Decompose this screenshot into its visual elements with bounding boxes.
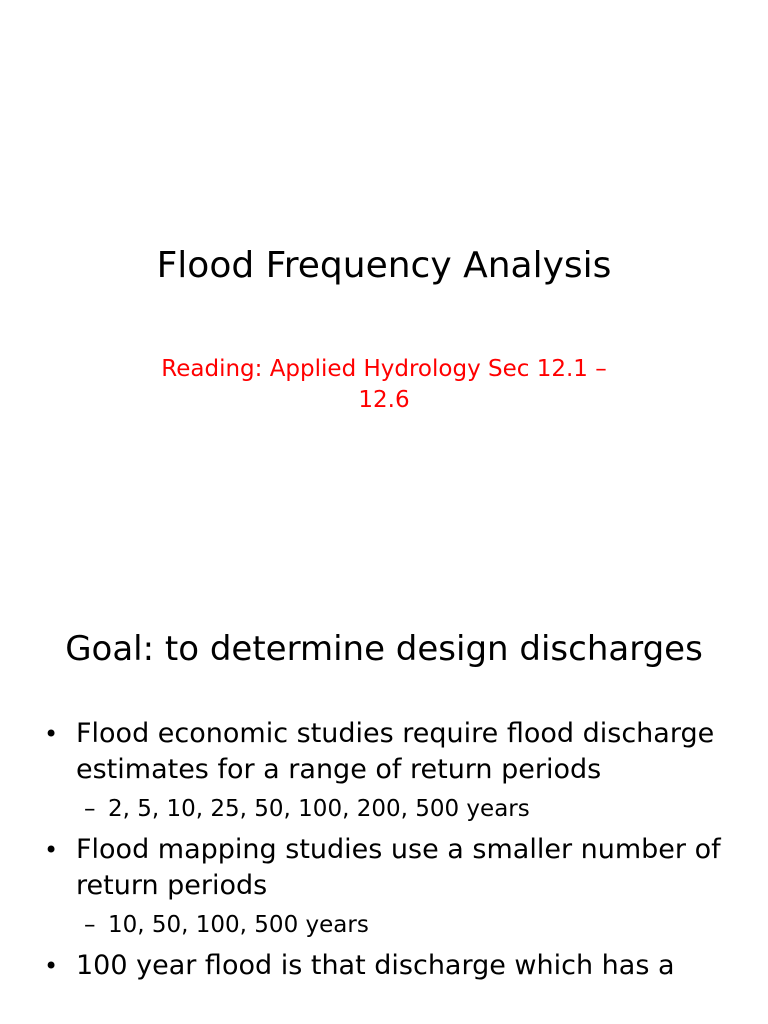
bullet-item [0,948,768,984]
bullet-icon: • [44,836,59,864]
dash-icon: – [84,796,96,822]
content-title: Goal: to determine design discharges [65,629,703,669]
content-slide [0,576,768,1024]
sub-bullet-text: 10, 50, 100, 500 years [108,912,369,938]
sub-bullet-text: 2, 5, 10, 25, 50, 100, 200, 500 years [108,796,530,822]
bullet-text: Flood mapping studies use a smaller number of return periods [76,834,721,901]
bullet-item [0,716,768,788]
sub-bullet-item [0,908,768,942]
bullet-text: 100 year flood is that discharge which has a [76,950,675,981]
bullet-text: Flood economic studies require flood discharge estimates for a range of return periods [76,718,715,785]
sub-bullet-item [0,792,768,826]
subtitle-line-2: 12.6 [358,387,410,413]
dash-icon: – [84,912,96,938]
bullet-list [0,716,768,988]
bullet-item [0,832,768,904]
slide-subtitle [120,354,648,416]
slide-title: Flood Frequency Analysis [156,245,612,286]
bullet-icon: • [44,720,59,748]
subtitle-line-1: Reading: Applied Hydrology Sec 12.1 – [161,356,607,382]
bullet-icon: • [44,952,59,980]
